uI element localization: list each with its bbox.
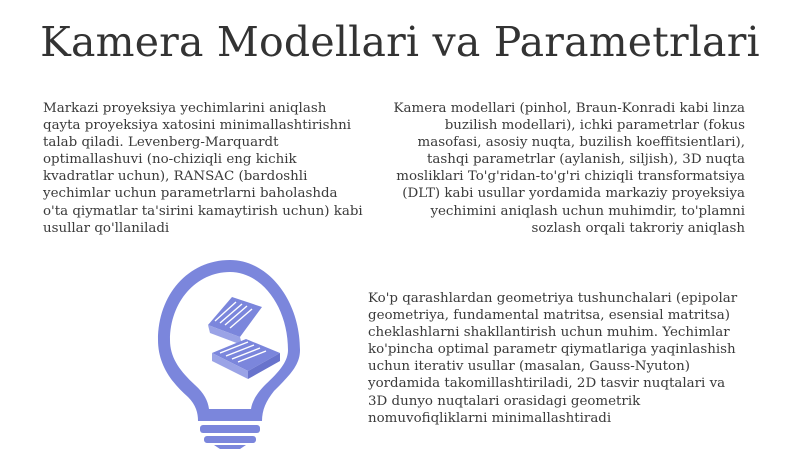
paragraph-bottom: Ko'p qarashlardan geometriya tushunchalari (epipolar geometriya, fundamental matritsa, esensial matritsa) cheklashlarni shakllantirish uchun muhim. Yechimlar ko'pincha optimal parametr qiymatlariga yaqinlashish uchun iterativ usullar (masalan, Gauss-Nyuton) yordamida takomillashtiriladi, 2D tasvir nuqtalari va 3D dunyo nuqtalari orasidagi geometrik nomuvofiqliklarni minimallashtiradi [368, 291, 738, 426]
paragraph-left: Markazi proyeksiya yechimlarini aniqlash qayta proyeksiya xatosini minimallashtirishni talab qiladi. Levenberg-Marquardt optimallashuvi (no-chiziqli eng kichik kvadratlar uchun), RANSAC (bardoshli yechimlar uchun parametrlarni baholashda o'ta qiymatlar ta'sirini kamaytirish uchun) kabi usullar qo'llaniladi [43, 101, 363, 236]
lightbulb-book-icon [150, 255, 310, 449]
paragraph-right: Kamera modellari (pinhol, Braun-Konradi kabi linza buzilish modellari), ichki parametrlar (fokus masofasi, asosiy nuqta, buzilish koeffitsientlari), tashqi parametrlar (aylanish, siljish), 3D nuqta mosliklari To'g'ridan-to'g'ri chiziqli transformatsiya (DLT) kabi usullar yordamida markaziy proyeksiya yechimini aniqlash uchun muhimdir, to'plamni sozlash orqali takroriy aniqlash [393, 101, 745, 236]
slide-title: Kamera Modellari va Parametrlari [40, 18, 760, 66]
